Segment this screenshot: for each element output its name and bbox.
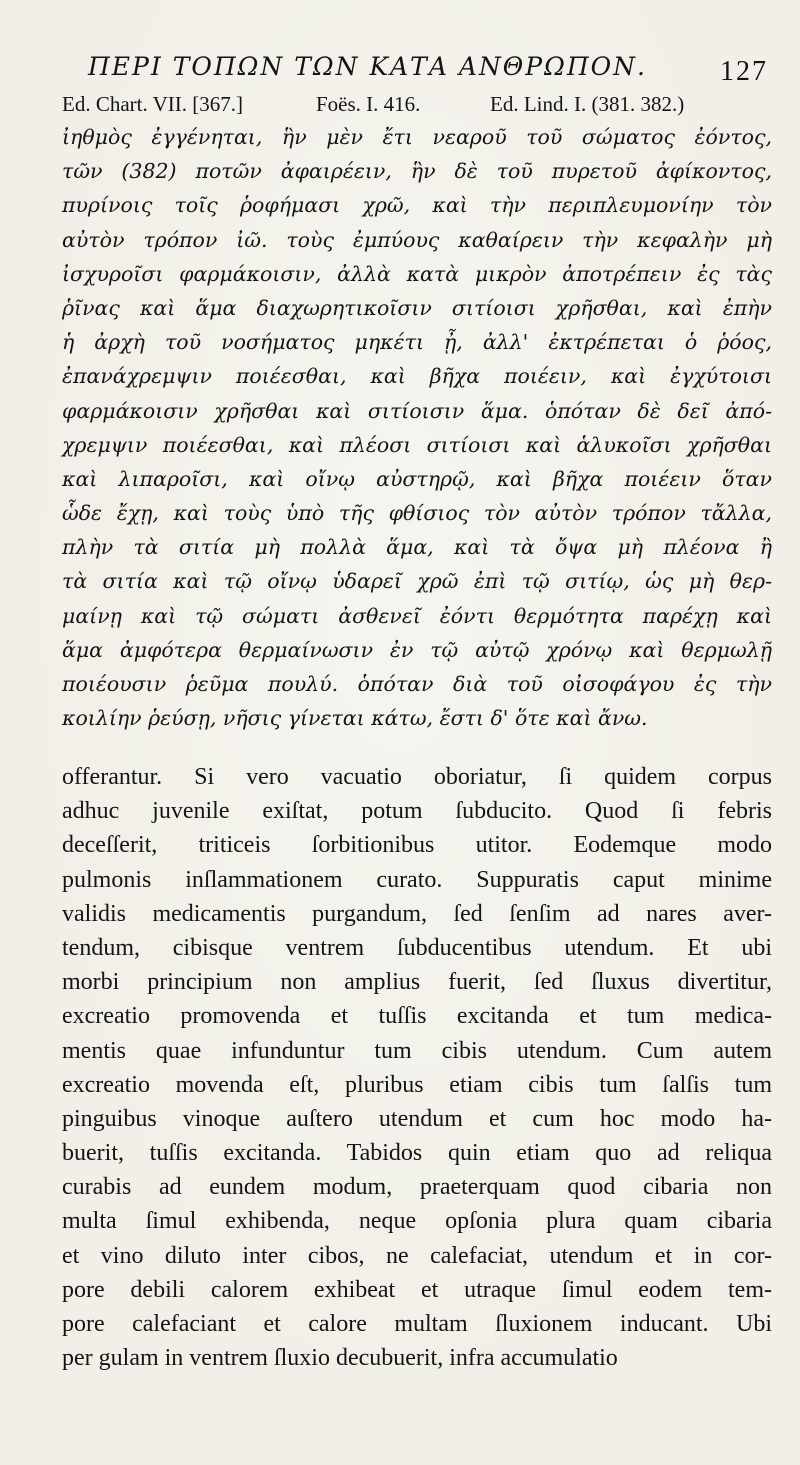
edition-chartier: Ed. Chart. VII. [367.] [62,92,243,116]
latin-line: pulmonis inſlammationem curato. Suppuratis caput minime [62,866,772,893]
greek-line: φαρμάκοισιν χρῆσθαι καὶ σιτίοισιν ἅμα. ὁπόταν δὲ δεῖ ἀπό- [62,398,772,423]
latin-line: tendum, cibisque ventrem ſubducentibus utendum. Et ubi [62,934,772,961]
edition-foesius: Foës. I. 416. [316,92,421,116]
latin-line: excreatio promovenda et tuſſis excitanda et tum medica- [62,1003,772,1030]
greek-line: ἰηθμὸς ἐγγένηται, ἣν μὲν ἔτι νεαροῦ τοῦ σώματος ἐόντος, [62,125,772,149]
greek-line: ἐπανάχρεμψιν ποιέεσθαι, καὶ βῆχα ποιέειν, καὶ ἐγχύτοισι [62,364,772,389]
latin-line: excreatio movenda eſt, pluribus etiam cibis tum ſalſis tum [62,1071,772,1098]
greek-line: χρεμψιν ποιέεσθαι, καὶ πλέοσι σιτίοισι καὶ ἁλυκοῖσι χρῆσθαι [62,432,772,457]
greek-line: κοιλίην ῥεύσῃ, νῆσις γίνεται κάτω, ἔστι δ' ὅτε καὶ ἄνω. [62,706,648,731]
latin-line: per gulam in ventrem ſluxio decubuerit, infra accumulatio [62,1345,618,1372]
page-number: 127 [720,56,768,87]
greek-line: ἡ ἀρχὴ τοῦ νοσήματος μηκέτι ᾖ, ἀλλ' ἐκτρέπεται ὁ ῥόος, [62,330,772,355]
greek-line: ῥῖνας καὶ ἅμα διαχωρητικοῖσιν σιτίοισι χρῆσθαι, καὶ ἐπὴν [62,295,772,320]
greek-line: πλὴν τὰ σιτία μὴ πολλὰ ἅμα, καὶ τὰ ὄψα μὴ πλέονα ἢ [62,535,772,560]
greek-line: ἅμα ἀμφότερα θερμαίνωσιν ἐν τῷ αὐτῷ χρόνῳ καὶ θερμωλῇ [62,637,772,662]
running-head [88,50,768,90]
greek-text-block [62,120,772,735]
latin-line: validis medicamentis purgandum, ſed ſenſim ad nares aver- [62,900,772,927]
greek-line: ὧδε ἔχῃ, καὶ τοὺς ὑπὸ τῆς φθίσιος τὸν αὐτὸν τρόπον τἄλλα, [62,501,772,526]
latin-line: pore calefaciant et calore multam ſluxionem inducant. Ubi [62,1311,772,1337]
latin-line: pinguibus vinoque auſtero utendum et cum hoc modo ha- [62,1105,772,1132]
latin-line: et vino diluto inter cibos, ne calefaciat, utendum et in cor- [62,1242,772,1269]
latin-line: mentis quae infunduntur tum cibis utendum. Cum autem [62,1037,772,1064]
latin-line: pore debili calorem exhibeat et utraque ſimul eodem tem- [62,1276,772,1303]
greek-line: ποιέουσιν ῥεῦμα πουλύ. ὁπόταν διὰ τοῦ οἰσοφάγου ἐς τὴν [62,672,772,696]
latin-line: offerantur. Si vero vacuatio oboriatur, ſi quidem corpus [62,764,772,790]
greek-line: μαίνῃ καὶ τῷ σώματι ἀσθενεῖ ἐόντι θερμότητα παρέχῃ καὶ [62,603,772,628]
latin-line: buerit, tuſſis excitanda. Tabidos quin etiam quo ad reliqua [62,1140,772,1167]
latin-line: curabis ad eundem modum, praeterquam quod cibaria non [62,1174,772,1201]
greek-line: ἰσχυροῖσι φαρμάκοισιν, ἀλλὰ κατὰ μικρὸν ἀποτρέπειν ἐς τὰς [62,261,772,286]
edition-references [62,92,770,122]
greek-line: αὐτὸν τρόπον ἰῶ. τοὺς ἐμπύους καθαίρειν τὴν κεφαλὴν μὴ [62,227,772,252]
greek-line: πυρίνοις τοῖς ῥοφήμασι χρῶ, καὶ τὴν περιπλευμονίην τὸν [62,193,772,218]
running-title: ΠΕΡΙ ΤΟΠΩΝ ΤΩΝ ΚΑΤΑ ΑΝΘΡΩΠΟΝ. [88,52,647,81]
latin-line: deceſſerit, triticeis ſorbitionibus utitor. Eodemque modo [62,832,772,859]
latin-line: multa ſimul exhibenda, neque opſonia plura quam cibaria [62,1208,772,1235]
latin-line: morbi principium non amplius fuerit, ſed ſluxus divertitur, [62,969,772,996]
greek-line: καὶ λιπαροῖσι, καὶ οἴνῳ αὐστηρῷ, καὶ βῆχα ποιέειν ὅταν [62,466,772,491]
greek-line: τὰ σιτία καὶ τῷ οἴνῳ ὑδαρεῖ χρῶ ἐπὶ τῷ σιτίῳ, ὡς μὴ θερ- [62,569,772,594]
greek-line: τῶν (382) ποτῶν ἀφαιρέειν, ἣν δὲ τοῦ πυρετοῦ ἀφίκοντος, [62,159,772,184]
edition-linden: Ed. Lind. I. (381. 382.) [490,92,685,116]
latin-line: adhuc juvenile exiſtat, potum ſubducito. Quod ſi febris [62,798,772,825]
latin-text-block [62,760,772,1375]
